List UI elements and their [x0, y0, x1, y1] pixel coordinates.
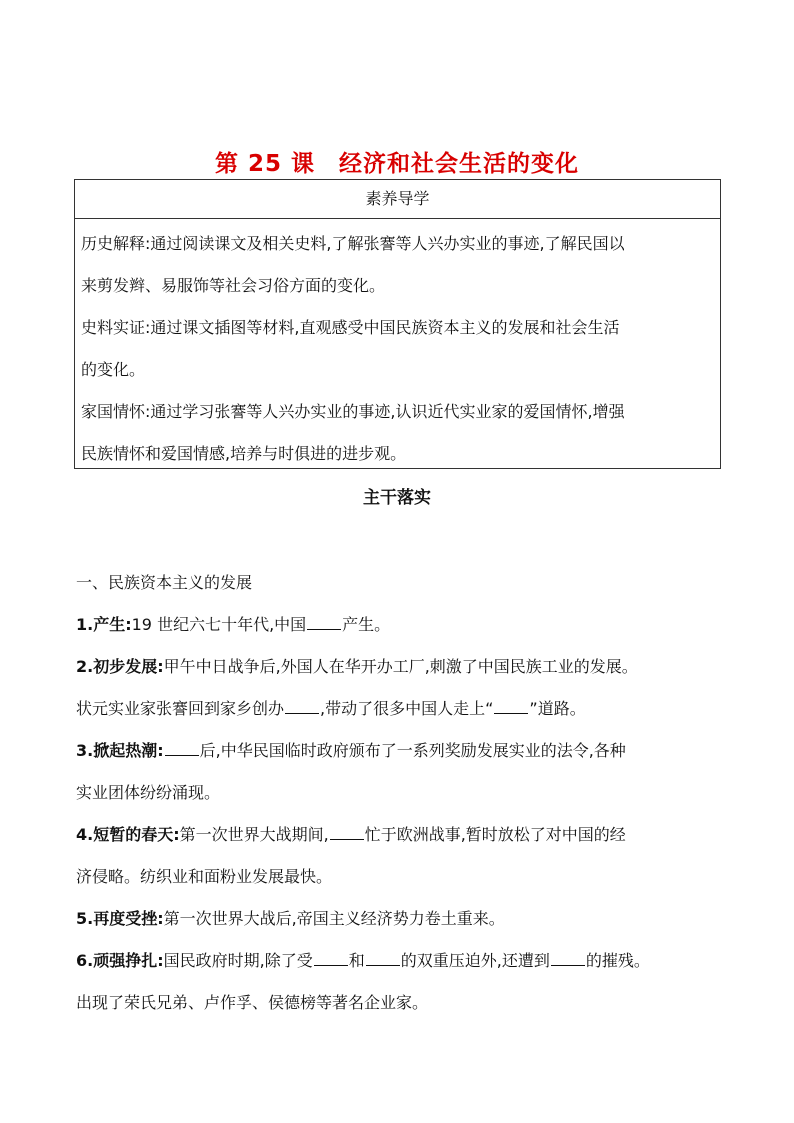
- item-text: 忙于欧洲战事,暂时放松了对中国的经: [364, 825, 626, 844]
- item-text: 状元实业家张謇回到家乡创办: [76, 699, 285, 718]
- item-early-development: [76, 646, 726, 688]
- item-text: 和: [348, 951, 365, 970]
- item-label: 3.掀起热潮:: [76, 741, 164, 760]
- item-short-spring: [76, 814, 726, 856]
- fill-blank[interactable]: [307, 628, 341, 630]
- item-label: 1.产生:: [76, 615, 132, 634]
- item-text: 第一次世界大战期间,: [179, 825, 329, 844]
- fill-blank[interactable]: [165, 754, 199, 756]
- fill-blank[interactable]: [494, 712, 528, 714]
- item-text: ”道路。: [529, 699, 586, 718]
- item-text: 的摧残。: [585, 951, 650, 970]
- item-setback: [76, 898, 726, 940]
- item-upsurge: [76, 730, 726, 772]
- literacy-guide-header: 素养导学: [75, 180, 720, 219]
- item-origin: [76, 604, 726, 646]
- guide-line: 来剪发辫、易服饰等社会习俗方面的变化。: [81, 276, 386, 295]
- item-struggle: [76, 940, 726, 982]
- item-label: 4.短暂的春天:: [76, 825, 180, 844]
- item-continuation: 实业团体纷纷涌现。: [76, 783, 221, 802]
- literacy-guide-body: [75, 219, 720, 475]
- guide-line: 家国情怀:通过学习张謇等人兴办实业的事迹,认识近代实业家的爱国情怀,增强: [81, 402, 625, 421]
- item-text: 甲午中日战争后,外国人在华开办工厂,刺激了中国民族工业的发展。: [163, 657, 638, 676]
- fill-blank[interactable]: [366, 964, 400, 966]
- subheading: 一、民族资本主义的发展: [76, 573, 253, 592]
- item-continuation: 济侵略。纺织业和面粉业发展最快。: [76, 867, 333, 886]
- literacy-guide-box: [74, 179, 721, 469]
- item-text: 国民政府时期,除了受: [163, 951, 313, 970]
- guide-line: 民族情怀和爱国情感,培养与时俱进的进步观。: [81, 444, 407, 463]
- fill-blank[interactable]: [285, 712, 319, 714]
- item-label: 2.初步发展:: [76, 657, 164, 676]
- item-text: 后,中华民国临时政府颁布了一系列奖励发展实业的法令,各种: [199, 741, 626, 760]
- item-text: 产生。: [342, 615, 391, 634]
- guide-line: 的变化。: [81, 360, 146, 379]
- item-label: 6.顽强挣扎:: [76, 951, 164, 970]
- item-text: 19 世纪六七十年代,中国: [131, 615, 307, 634]
- lesson-title: 第 25 课 经济和社会生活的变化: [214, 151, 580, 177]
- item-label: 5.再度受挫:: [76, 909, 164, 928]
- item-text: ,带动了很多中国人走上“: [320, 699, 494, 718]
- fill-blank[interactable]: [314, 964, 348, 966]
- item-text: 的双重压迫外,还遭到: [400, 951, 550, 970]
- guide-line: 历史解释:通过阅读课文及相关史料,了解张謇等人兴办实业的事迹,了解民国以: [81, 234, 625, 253]
- item-text: 第一次世界大战后,帝国主义经济势力卷土重来。: [163, 909, 505, 928]
- guide-line: 史料实证:通过课文插图等材料,直观感受中国民族资本主义的发展和社会生活: [81, 318, 620, 337]
- fill-blank[interactable]: [551, 964, 585, 966]
- fill-blank[interactable]: [330, 838, 364, 840]
- section-heading: 主干落实: [363, 488, 431, 508]
- item-continuation: 出现了荣氏兄弟、卢作孚、侯德榜等著名企业家。: [76, 993, 429, 1012]
- item-continuation: [76, 688, 726, 730]
- content-body: [76, 562, 726, 1024]
